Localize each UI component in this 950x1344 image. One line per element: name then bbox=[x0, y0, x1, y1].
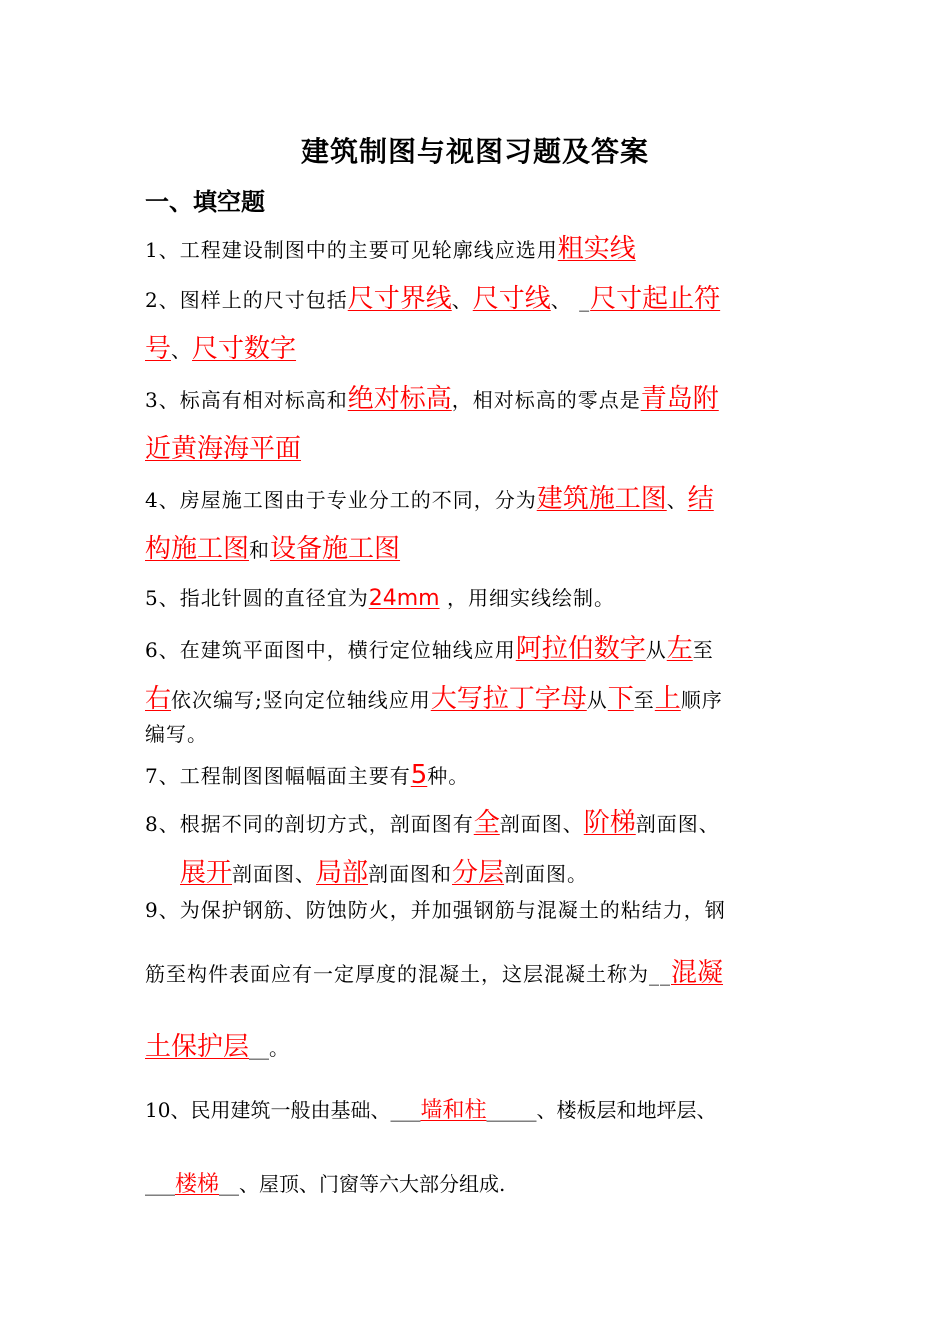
answer: 尺寸界线 bbox=[347, 284, 452, 314]
answer: 24mm bbox=[368, 586, 440, 611]
answer: 分层 bbox=[452, 858, 505, 888]
answer: 墙和柱 bbox=[420, 1098, 487, 1123]
answer: 建筑施工图 bbox=[536, 484, 667, 514]
answer: 结 bbox=[687, 484, 714, 514]
answer: 尺寸数字 bbox=[192, 334, 297, 364]
answer: 构施工图 bbox=[145, 534, 250, 564]
answer: 全 bbox=[473, 808, 500, 838]
question-6-continued bbox=[145, 686, 723, 712]
answer: 左 bbox=[666, 634, 693, 664]
question-text: 筋至构件表面应有一定厚度的混凝土，这层混凝土称为__ bbox=[145, 962, 671, 986]
question-3 bbox=[145, 386, 719, 412]
question-text: 10、民用建筑一般由基础、___ bbox=[145, 1098, 421, 1122]
question-text: __、屋顶、门窗等六大部分组成. bbox=[219, 1172, 506, 1196]
answer: 粗实线 bbox=[557, 234, 636, 264]
separator: 、 bbox=[666, 488, 688, 512]
question-text: _____、楼板层和地坪层、 bbox=[486, 1098, 717, 1122]
question-text: 和 bbox=[249, 538, 271, 562]
question-text: 剖面图、 bbox=[232, 862, 317, 886]
question-9 bbox=[145, 900, 726, 920]
answer: 号 bbox=[145, 334, 172, 364]
page-title: 建筑制图与视图习题及答案 bbox=[300, 135, 649, 168]
answer: 土保护层 bbox=[145, 1032, 250, 1062]
answer: 尺寸线 bbox=[472, 284, 551, 314]
question-text: 4、房屋施工图由于专业分工的不同，分为 bbox=[145, 488, 537, 512]
answer: 右 bbox=[145, 684, 172, 714]
question-text: 依次编写;竖向定位轴线应用 bbox=[171, 688, 431, 712]
question-text: 剖面图、 bbox=[499, 812, 584, 836]
question-4 bbox=[145, 486, 714, 512]
answer: 阿拉伯数字 bbox=[515, 634, 646, 664]
answer: 局部 bbox=[316, 858, 369, 888]
question-text: 5、指北针圆的直径宜为 bbox=[145, 586, 369, 610]
question-text: 2、图样上的尺寸包括 bbox=[145, 288, 348, 312]
question-6-tail bbox=[145, 724, 208, 744]
answer: 绝对标高 bbox=[347, 384, 452, 414]
question-9-line-2 bbox=[145, 960, 723, 986]
question-2-continued bbox=[145, 336, 296, 362]
question-text: ，相对标高的零点是 bbox=[451, 388, 641, 412]
answer: 大写拉丁字母 bbox=[430, 684, 587, 714]
question-5 bbox=[145, 588, 615, 610]
question-text: 顺序 bbox=[680, 688, 723, 712]
question-8-continued bbox=[180, 860, 588, 886]
question-10 bbox=[145, 1100, 716, 1122]
question-text: 剖面图、 bbox=[635, 812, 720, 836]
question-4-continued bbox=[145, 536, 400, 562]
question-9-line-3 bbox=[145, 1034, 289, 1060]
question-3-continued bbox=[145, 436, 301, 462]
question-text: 7、工程制图图幅幅面主要有 bbox=[145, 764, 411, 788]
question-text: 剖面图。 bbox=[504, 862, 589, 886]
question-text: ___ bbox=[145, 1172, 175, 1196]
separator: 、 bbox=[171, 338, 193, 362]
answer: 设备施工图 bbox=[270, 534, 401, 564]
answer: 上 bbox=[654, 684, 681, 714]
question-text: 3、标高有相对标高和 bbox=[145, 388, 348, 412]
question-text: 至 bbox=[692, 638, 714, 662]
question-text: 编写。 bbox=[145, 722, 208, 746]
answer: 下 bbox=[607, 684, 634, 714]
answer: 阶梯 bbox=[583, 808, 636, 838]
question-text: ，用细实线绘制。 bbox=[439, 586, 615, 610]
answer: 近黄海海平面 bbox=[145, 434, 302, 464]
answer: 5 bbox=[410, 760, 428, 790]
question-6 bbox=[145, 636, 714, 662]
question-8 bbox=[145, 810, 720, 836]
question-10-continued bbox=[145, 1174, 505, 1196]
answer: 青岛附 bbox=[640, 384, 719, 414]
question-text: 至 bbox=[633, 688, 655, 712]
question-text: 1、工程建设制图中的主要可见轮廓线应选用 bbox=[145, 238, 558, 262]
question-text: 从 bbox=[645, 638, 667, 662]
answer: 尺寸起止符 bbox=[590, 284, 721, 314]
question-2 bbox=[145, 286, 720, 312]
question-1 bbox=[145, 236, 636, 262]
separator: 、 bbox=[451, 288, 473, 312]
question-text: 8、根据不同的剖切方式，剖面图有 bbox=[145, 812, 474, 836]
answer: 混凝 bbox=[671, 958, 724, 988]
question-text: 剖面图和 bbox=[368, 862, 453, 886]
answer: 楼梯 bbox=[175, 1172, 220, 1197]
separator: 、 _ bbox=[550, 288, 591, 312]
question-text: 从 bbox=[586, 688, 608, 712]
question-7 bbox=[145, 762, 469, 788]
question-text: 9、为保护钢筋、防蚀防火，并加强钢筋与混凝土的粘结力，钢 bbox=[145, 898, 726, 922]
question-text: __。 bbox=[249, 1036, 290, 1060]
section-heading: 一、填空题 bbox=[145, 188, 265, 216]
question-text: 6、在建筑平面图中，横行定位轴线应用 bbox=[145, 638, 516, 662]
question-text: 种。 bbox=[427, 764, 470, 788]
answer: 展开 bbox=[180, 858, 233, 888]
